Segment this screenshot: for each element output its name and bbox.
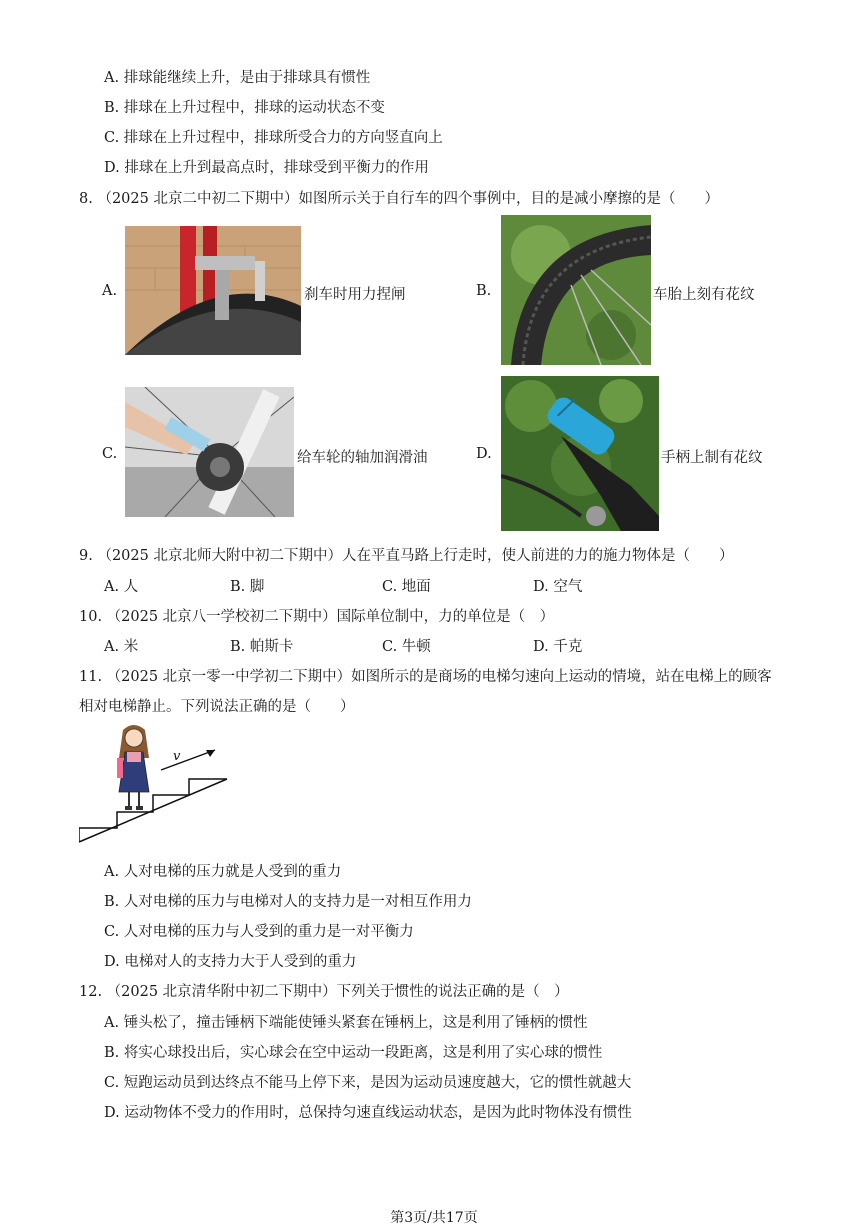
lubricating-axle-photo [125, 387, 294, 517]
q11-stem-line2: 相对电梯静止。下列说法正确的是（ ） [79, 699, 355, 715]
q10-option-c: C. 牛顿 [382, 639, 431, 655]
q9-stem: 9. （2025 北京北师大附中初二下期中）人在平直马路上行走时，使人前进的力的施力物体是（ ） [79, 548, 734, 564]
q8-stem: 8. （2025 北京二中初二下期中）如图所示关于自行车的四个事例中，目的是减小摩擦的是（ ） [79, 191, 719, 207]
q7-option-b: B. 排球在上升过程中，排球的运动状态不变 [104, 100, 385, 116]
q10-option-a: A. 米 [104, 639, 139, 655]
q7-option-d: D. 排球在上升到最高点时，排球受到平衡力的作用 [104, 160, 429, 176]
q11-option-a: A. 人对电梯的压力就是人受到的重力 [104, 864, 342, 880]
q10-option-b: B. 帕斯卡 [230, 639, 294, 655]
q8-option-c-caption: 给车轮的轴加润滑油 [297, 450, 428, 466]
q11-option-b: B. 人对电梯的压力与电梯对人的支持力是一对相互作用力 [104, 894, 472, 910]
q12-option-c: C. 短跑运动员到达终点不能马上停下来，是因为运动员速度越大，它的惯性就越大 [104, 1075, 632, 1091]
q9-option-c: C. 地面 [382, 579, 431, 595]
q8-option-c-letter: C. [102, 446, 118, 462]
escalator-diagram [79, 722, 229, 846]
q12-stem: 12. （2025 北京清华附中初二下期中）下列关于惯性的说法正确的是（ ） [79, 984, 569, 1000]
q9-option-d: D. 空气 [533, 579, 583, 595]
q8-option-b-letter: B. [476, 283, 492, 299]
velocity-label: v [173, 749, 181, 764]
q9-option-a: A. 人 [104, 579, 139, 595]
q7-option-c: C. 排球在上升过程中，排球所受合力的方向竖直向上 [104, 130, 443, 146]
tire-tread-photo [501, 215, 651, 365]
q11-option-d: D. 电梯对人的支持力大于人受到的重力 [104, 954, 357, 970]
q7-option-a: A. 排球能继续上升，是由于排球具有惯性 [104, 70, 371, 86]
girl-figure [117, 725, 149, 810]
page-footer: 第3页/共17页 [390, 1210, 478, 1226]
brake-caliper-photo [125, 226, 301, 355]
handlebar-grip-photo [501, 376, 659, 531]
q12-option-a: A. 锤头松了，撞击锤柄下端能使锤头紧套在锤柄上，这是利用了锤柄的惯性 [104, 1015, 588, 1031]
q9-option-b: B. 脚 [230, 579, 265, 595]
q11-option-c: C. 人对电梯的压力与人受到的重力是一对平衡力 [104, 924, 414, 940]
q12-option-d: D. 运动物体不受力的作用时，总保持匀速直线运动状态，是因为此时物体没有惯性 [104, 1105, 632, 1121]
q10-stem: 10. （2025 北京八一学校初二下期中）国际单位制中，力的单位是（ ） [79, 609, 555, 625]
q8-option-d-caption: 手柄上制有花纹 [661, 450, 763, 466]
q8-option-b-caption: 车胎上刻有花纹 [653, 287, 755, 303]
q11-stem-line1: 11. （2025 北京一零一中学初二下期中）如图所示的是商场的电梯匀速向上运动的情境，站在电梯上的顾客 [79, 669, 772, 685]
q8-option-a-caption: 刹车时用力捏闸 [304, 287, 406, 303]
q8-option-d-letter: D. [476, 446, 492, 462]
q10-option-d: D. 千克 [533, 639, 583, 655]
q12-option-b: B. 将实心球投出后，实心球会在空中运动一段距离，这是利用了实心球的惯性 [104, 1045, 603, 1061]
q8-option-a-letter: A. [102, 283, 118, 299]
